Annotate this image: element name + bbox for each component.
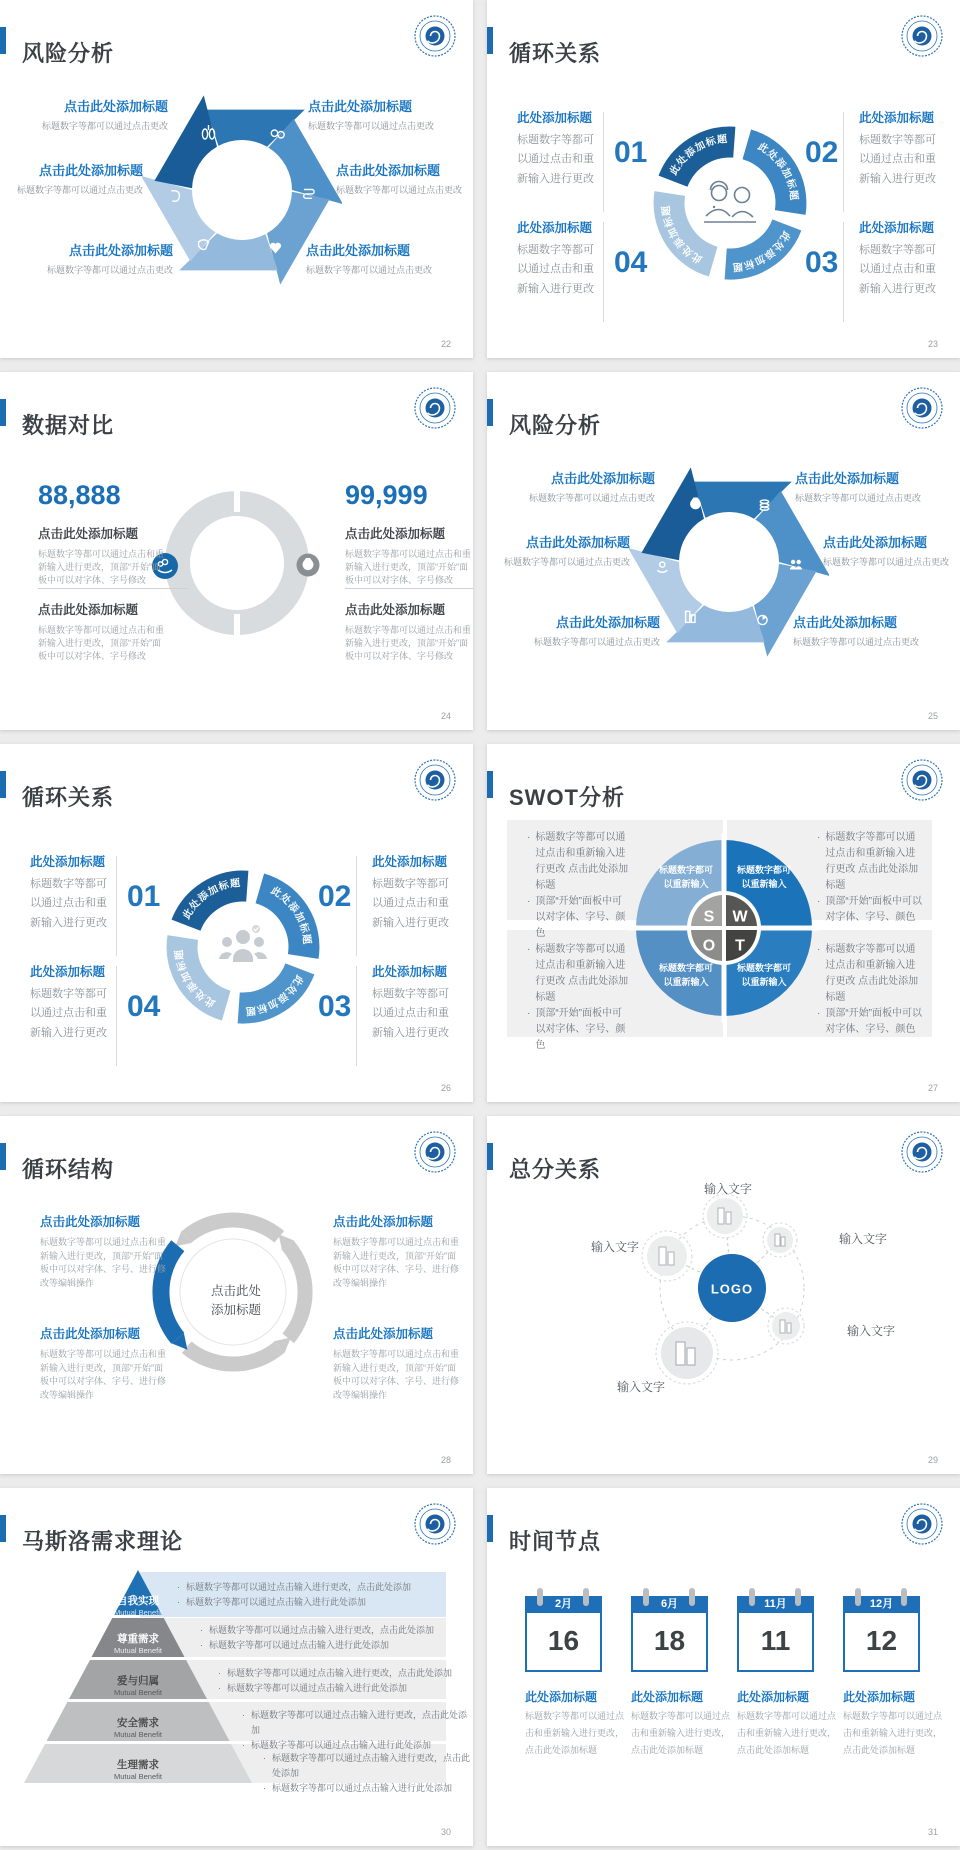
- item-04-text: 此处添加标题 标题数字等都可以通过点击和重新输入进行更改: [517, 221, 594, 295]
- number-03: 03: [805, 246, 839, 279]
- svg-text:Mutual Benefit: Mutual Benefit: [114, 1608, 162, 1617]
- item-03-text: 此处添加标题 标题数字等都可以通过点击和重新输入进行更改: [372, 965, 449, 1039]
- slide-title: SWOT分析: [509, 784, 625, 810]
- calendar-title-2: 此处添加标题: [631, 1690, 704, 1704]
- page-number: 22: [440, 339, 451, 349]
- page-number: 29: [927, 1455, 938, 1465]
- page-number: 23: [927, 339, 938, 349]
- svg-text:此处添加标题: 此处添加标题: [731, 228, 792, 273]
- slide-timeline[interactable]: [487, 1488, 960, 1846]
- number-03: 03: [318, 990, 352, 1023]
- label-bottom-left: 点击此处添加标题 标题数字等都可以通过点击更改: [533, 615, 660, 647]
- quad-label-t: 标题数字都可以重新输入: [736, 963, 791, 987]
- title-accent-bar: [487, 1515, 493, 1542]
- label-mid-left: 点击此处添加标题 标题数字等都可以通过点击更改: [16, 163, 143, 195]
- band-text-3: · 标题数字等都可以通过点击输入进行更改，点击此处添加 · 标题数字等都可以通过点击输入进行此处添加: [218, 1668, 453, 1693]
- calendar-body-2: 标题数字等都可以通过点击和重新输入进行更改，点击此处添加标题: [631, 1711, 731, 1756]
- left-block-2: 点击此处添加标题 标题数字等都可以通过点击和重新输入进行更改，顶部“开始”面板中可以对字体、字号修改: [38, 603, 165, 662]
- cycle-ring-diagram: [650, 123, 810, 283]
- company-logo-icon: [900, 1130, 944, 1174]
- slide-title: 循环结构: [22, 1156, 115, 1182]
- label-top-left: 点击此处添加标题 标题数字等都可以通过点击更改: [41, 99, 168, 131]
- label-top-left: 点击此处添加标题 标题数字等都可以通过点击更改: [528, 471, 655, 503]
- left-value: 88,888: [38, 480, 121, 510]
- svg-text:此处添加标题: 此处添加标题: [244, 972, 305, 1017]
- slide-title: 总分关系: [509, 1156, 602, 1182]
- calendar-title-1: 此处添加标题: [525, 1690, 598, 1704]
- letter-w: W: [732, 908, 748, 926]
- item-02-text: 此处添加标题 标题数字等都可以通过点击和重新输入进行更改: [859, 111, 936, 185]
- title-accent-bar: [487, 399, 493, 426]
- slide-title: 马斯洛需求理论: [22, 1528, 184, 1554]
- swot-quadrant-diagram: [629, 833, 819, 1023]
- slide-maslow[interactable]: [0, 1488, 473, 1846]
- block-top-left: 点击此处添加标题 标题数字等都可以通过点击和重新输入进行更改，顶部“开始”面板中可以对字体、字号、进行修改等编辑操作: [40, 1215, 167, 1288]
- left-block-1: 点击此处添加标题 标题数字等都可以通过点击和重新输入进行更改，顶部“开始”面板中可以对字体、字号修改: [38, 527, 165, 586]
- hub-spoke-diagram: [487, 1174, 960, 1454]
- block-bottom-right: 点击此处添加标题 标题数字等都可以通过点击和重新输入进行更改，顶部“开始”面板中可以对字体、字号、进行修改等编辑操作: [333, 1327, 460, 1400]
- title-accent-bar: [0, 771, 6, 798]
- slide-title: 风险分析: [509, 412, 602, 438]
- item-04-text: 此处添加标题 标题数字等都可以通过点击和重新输入进行更改: [30, 965, 107, 1039]
- calendar-body-3: 标题数字等都可以通过点击和重新输入进行更改，点击此处添加标题: [737, 1711, 837, 1756]
- doctor-patient-icon: [704, 182, 756, 223]
- company-logo-icon: [413, 1502, 457, 1546]
- calendar-month: 11月: [737, 1596, 814, 1613]
- divider: [843, 112, 844, 212]
- slide-data-compare[interactable]: [0, 372, 473, 730]
- divider: [603, 112, 604, 212]
- label-top-right: 点击此处添加标题 标题数字等都可以通过点击更改: [308, 99, 435, 131]
- company-logo-icon: [413, 386, 457, 430]
- divider: [38, 588, 188, 589]
- title-accent-bar: [487, 27, 493, 54]
- divider: [843, 222, 844, 322]
- company-logo-icon: [900, 14, 944, 58]
- calendar-day: 16: [547, 1625, 580, 1656]
- item-03-text: 此处添加标题 标题数字等都可以通过点击和重新输入进行更改: [859, 221, 936, 295]
- divider: [116, 966, 117, 1066]
- cycle-ring-diagram: [163, 867, 323, 1027]
- title-accent-bar: [487, 771, 493, 798]
- page-number: 26: [440, 1083, 451, 1093]
- svg-text:爱与归属: 爱与归属: [117, 1675, 159, 1687]
- page-number: 25: [927, 711, 938, 721]
- item-01-text: 此处添加标题 标题数字等都可以通过点击和重新输入进行更改: [517, 111, 594, 185]
- band-text-1: · 标题数字等都可以通过点击输入进行更改，点击此处添加 · 标题数字等都可以通过点击输入进行此处添加: [177, 1582, 412, 1607]
- money-bag-icon: [297, 554, 320, 577]
- building-node-bottom-right: [768, 1308, 804, 1344]
- label-mid-left: 点击此处添加标题 标题数字等都可以通过点击更改: [503, 535, 630, 567]
- number-04: 04: [614, 246, 648, 279]
- label-bottom-right: 点击此处添加标题 标题数字等都可以通过点击更改: [306, 243, 433, 275]
- quad-label-s: 标题数字都可以重新输入: [658, 865, 713, 889]
- slide-risk-analysis-1[interactable]: [0, 0, 473, 358]
- page-number: 31: [927, 1827, 938, 1837]
- building-node-top-right: [763, 1223, 797, 1257]
- svg-text:Mutual Benefit: Mutual Benefit: [114, 1730, 162, 1739]
- svg-text:此处添加标题: 此处添加标题: [268, 885, 313, 946]
- calendar-day: 11: [760, 1625, 791, 1656]
- title-accent-bar: [0, 399, 6, 426]
- slide-title: 风险分析: [22, 40, 115, 66]
- bullets-top-right: · 标题数字等都可以通过点击和重新输入进行更改 点击此处添加标题 · 顶部“开始”面板中可以对字体、字号、颜色: [817, 832, 923, 923]
- hub-label: LOGO: [710, 1281, 754, 1297]
- svg-text:此处添加标题: 此处添加标题: [181, 877, 242, 922]
- slide-title: 时间节点: [509, 1528, 602, 1554]
- divider: [345, 588, 473, 589]
- letter-t: T: [735, 937, 745, 955]
- slide-title: 循环关系: [22, 784, 115, 810]
- svg-text:生理需求: 生理需求: [117, 1759, 159, 1771]
- title-accent-bar: [487, 1143, 493, 1170]
- band-text-5: · 标题数字等都可以通过点击输入进行更改，点击此处添加 · 标题数字等都可以通过点击输入进行此处添加: [263, 1753, 471, 1793]
- right-value: 99,999: [345, 480, 428, 510]
- node-label-top: 输入文字: [703, 1182, 752, 1196]
- slide-swot[interactable]: [487, 744, 960, 1102]
- calendar-title-4: 此处添加标题: [843, 1690, 916, 1704]
- building-node-left: [642, 1231, 692, 1281]
- band-text-2: · 标题数字等都可以通过点击输入进行更改，点击此处添加 · 标题数字等都可以通过点击输入进行此处添加: [200, 1625, 435, 1650]
- slide-risk-analysis-2[interactable]: [487, 372, 960, 730]
- slide-hub-spoke[interactable]: [487, 1116, 960, 1474]
- calendar-title-3: 此处添加标题: [737, 1690, 810, 1704]
- page-number: 30: [440, 1827, 451, 1837]
- band-text-4: · 标题数字等都可以通过点击输入进行更改，点击此处添加 · 标题数字等都可以通过点击输入进行此处添加: [242, 1710, 468, 1750]
- bullets-bottom-left: · 标题数字等都可以通过点击和重新输入进行更改 点击此处添加标题 · 顶部“开始”面板中可以对字体、字号、颜色: [527, 944, 629, 1051]
- company-logo-icon: [413, 1130, 457, 1174]
- building-node-top: [703, 1194, 747, 1238]
- calendar-month: 2月: [525, 1596, 602, 1613]
- title-accent-bar: [0, 1143, 6, 1170]
- page-number: 28: [440, 1455, 451, 1465]
- calendar-body-1: 标题数字等都可以通过点击和重新输入进行更改，点击此处添加标题: [525, 1711, 625, 1756]
- center-title: 点击此处添加标题: [210, 1284, 261, 1318]
- team-icon: [219, 925, 267, 962]
- letter-o: O: [702, 937, 716, 955]
- calendar-month: 6月: [631, 1596, 708, 1613]
- node-label-bottom-right: 输入文字: [847, 1324, 896, 1338]
- svg-text:安全需求: 安全需求: [117, 1717, 159, 1729]
- divider: [603, 222, 604, 322]
- right-block-1: 点击此处添加标题 标题数字等都可以通过点击和重新输入进行更改，顶部“开始”面板中可以对字体、字号修改: [345, 527, 472, 586]
- divider: [356, 856, 357, 956]
- svg-text:此处添加标题: 此处添加标题: [173, 948, 218, 1009]
- building-node-bottom-left: [656, 1322, 718, 1384]
- calendar-day: 12: [865, 1625, 898, 1656]
- slide-cycle-relation-2[interactable]: [0, 744, 473, 1102]
- svg-text:自我实现: 自我实现: [117, 1595, 159, 1607]
- divider: [116, 856, 117, 956]
- calendar-icon-3: [737, 1596, 814, 1672]
- title-accent-bar: [0, 1515, 6, 1542]
- label-mid-right: 点击此处添加标题 标题数字等都可以通过点击更改: [823, 535, 950, 567]
- slide-title: 数据对比: [22, 412, 115, 438]
- slide-cycle-relation-1[interactable]: [487, 0, 960, 358]
- block-bottom-left: 点击此处添加标题 标题数字等都可以通过点击和重新输入进行更改，顶部“开始”面板中可以对字体、字号、进行修改等编辑操作: [40, 1327, 167, 1400]
- calendar-month: 12月: [843, 1596, 920, 1613]
- company-logo-icon: [900, 386, 944, 430]
- item-01-text: 此处添加标题 标题数字等都可以通过点击和重新输入进行更改: [30, 855, 107, 929]
- title-accent-bar: [0, 27, 6, 54]
- svg-text:尊重需求: 尊重需求: [117, 1633, 159, 1645]
- calendar-icon-2: [631, 1596, 708, 1672]
- company-logo-icon: [900, 1502, 944, 1546]
- svg-text:此处添加标题: 此处添加标题: [660, 204, 705, 265]
- slide-cycle-structure[interactable]: [0, 1116, 473, 1474]
- label-top-right: 点击此处添加标题 标题数字等都可以通过点击更改: [795, 471, 922, 503]
- number-01: 01: [127, 880, 161, 913]
- item-02-text: 此处添加标题 标题数字等都可以通过点击和重新输入进行更改: [372, 855, 449, 929]
- number-02: 02: [318, 880, 352, 913]
- number-02: 02: [805, 136, 839, 169]
- block-top-right: 点击此处添加标题 标题数字等都可以通过点击和重新输入进行更改，顶部“开始”面板中可以对字体、字号、进行修改等编辑操作: [333, 1215, 460, 1288]
- bullets-top-left: · 标题数字等都可以通过点击和重新输入进行更改 点击此处添加标题 · 顶部“开始”面板中可以对字体、字号、颜色: [527, 832, 629, 939]
- letter-s: S: [703, 908, 715, 926]
- node-label-left: 输入文字: [591, 1240, 640, 1254]
- node-label-bottom: 输入文字: [617, 1380, 666, 1394]
- number-01: 01: [614, 136, 648, 169]
- calendar-body-4: 标题数字等都可以通过点击和重新输入进行更改，点击此处添加标题: [843, 1711, 943, 1756]
- label-mid-right: 点击此处添加标题 标题数字等都可以通过点击更改: [336, 163, 463, 195]
- svg-text:此处添加标题: 此处添加标题: [755, 141, 800, 202]
- bullets-bottom-right: · 标题数字等都可以通过点击和重新输入进行更改 点击此处添加标题 · 顶部“开始”面板中可以对字体、字号、颜色: [817, 944, 923, 1035]
- label-bottom-left: 点击此处添加标题 标题数字等都可以通过点击更改: [46, 243, 173, 275]
- divider: [356, 966, 357, 1066]
- calendar-icon-4: [843, 1596, 920, 1672]
- svg-text:此处添加标题: 此处添加标题: [668, 133, 729, 178]
- right-block-2: 点击此处添加标题 标题数字等都可以通过点击和重新输入进行更改，顶部“开始”面板中可以对字体、字号修改: [345, 603, 472, 662]
- svg-text:Mutual Benefit: Mutual Benefit: [114, 1772, 162, 1781]
- calendar-day: 18: [653, 1625, 686, 1656]
- slide-title: 循环关系: [509, 40, 602, 66]
- svg-text:Mutual Benefit: Mutual Benefit: [114, 1688, 162, 1697]
- calendar-icon-1: [525, 1596, 602, 1672]
- number-04: 04: [127, 990, 161, 1023]
- page-number: 27: [927, 1083, 938, 1093]
- company-logo-icon: [413, 758, 457, 802]
- quad-label-o: 标题数字都可以重新输入: [658, 963, 713, 987]
- company-logo-icon: [900, 758, 944, 802]
- node-label-right: 输入文字: [839, 1232, 888, 1246]
- label-bottom-right: 点击此处添加标题 标题数字等都可以通过点击更改: [793, 615, 920, 647]
- page-number: 24: [440, 711, 451, 721]
- quad-label-w: 标题数字都可以重新输入: [736, 865, 791, 889]
- company-logo-icon: [413, 14, 457, 58]
- svg-text:Mutual Benefit: Mutual Benefit: [114, 1646, 162, 1655]
